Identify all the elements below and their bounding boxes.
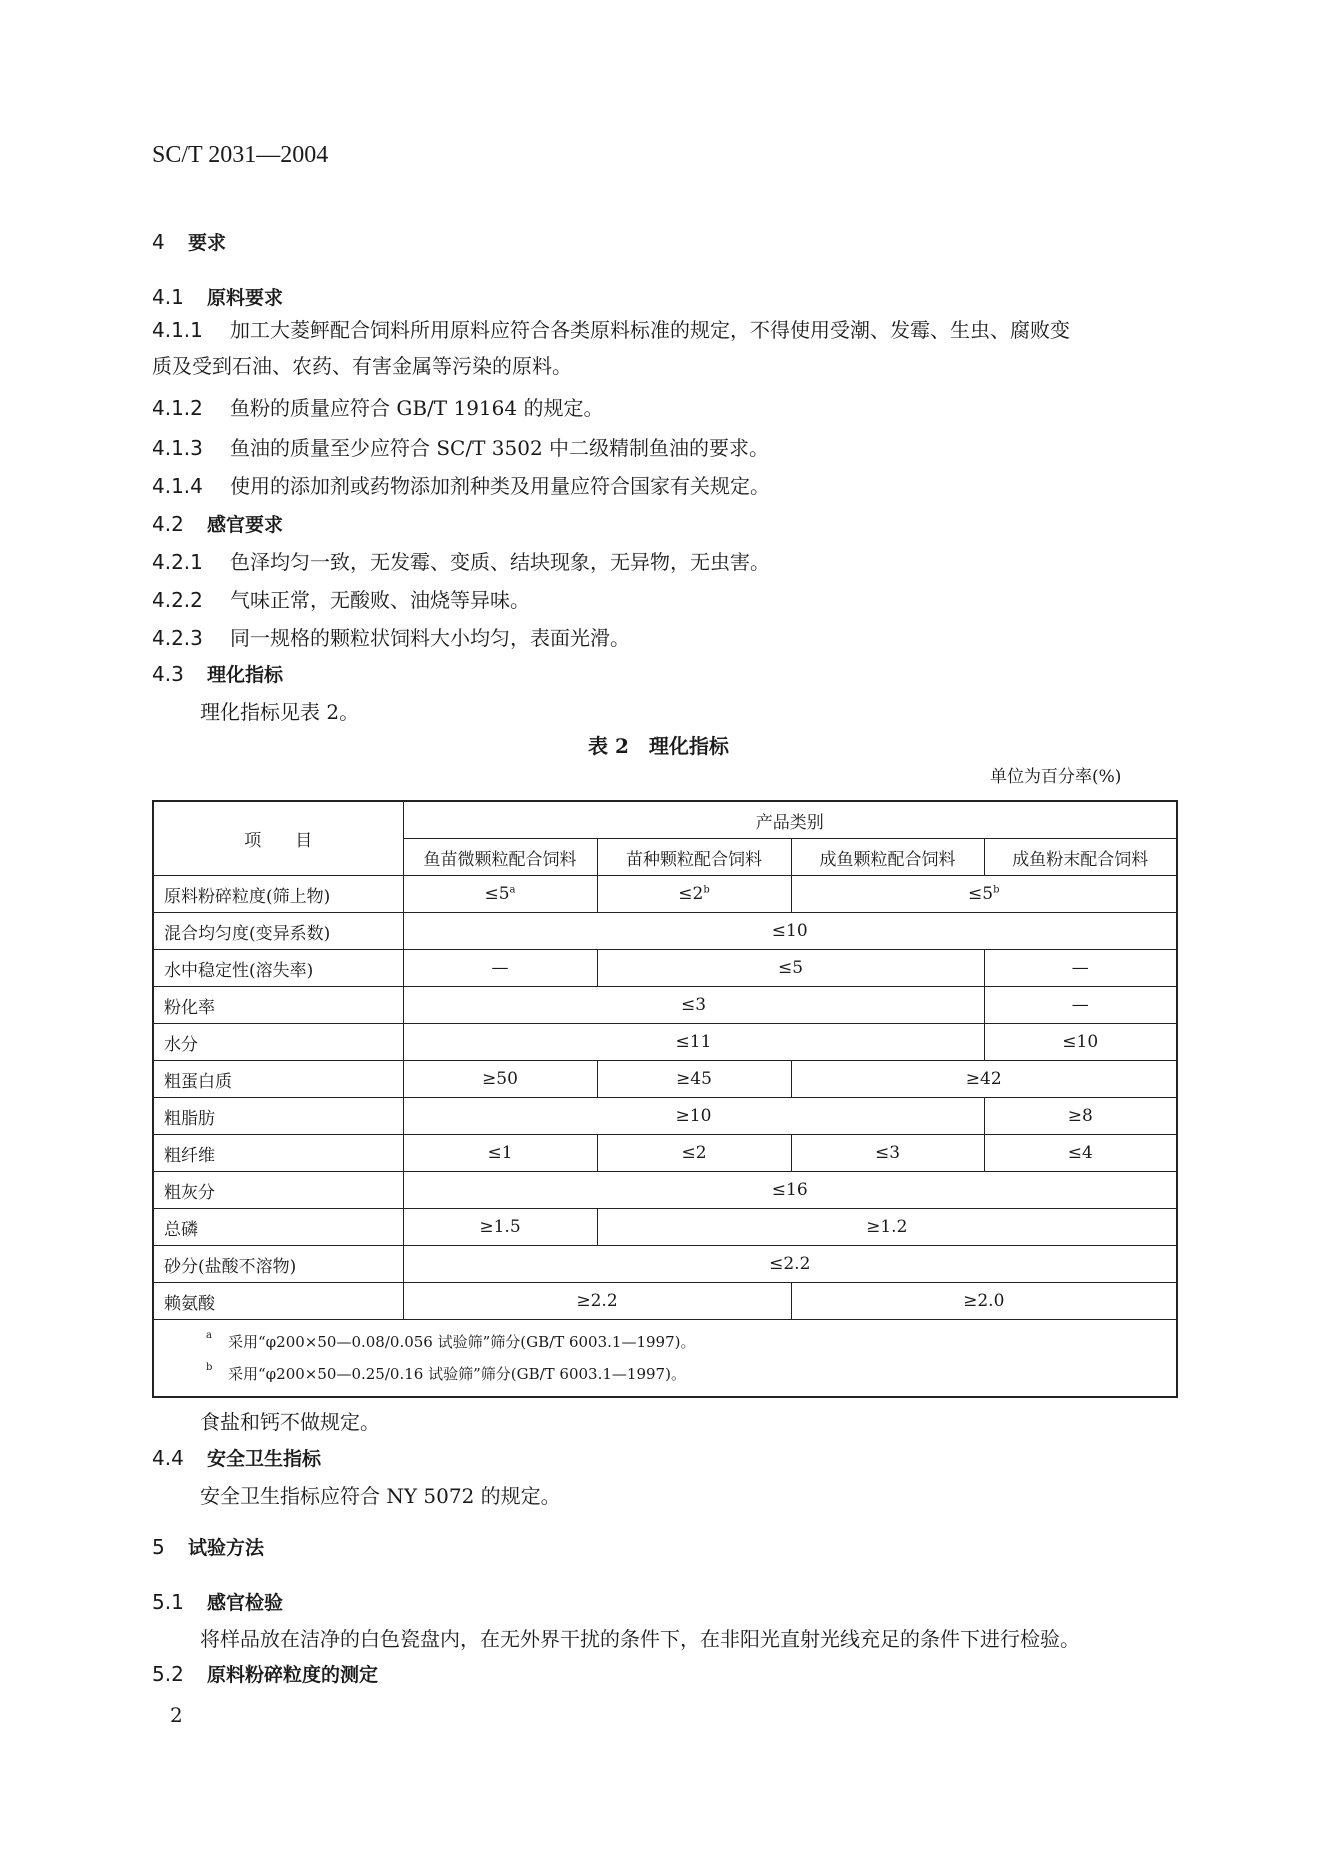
standard-code: SC/T 2031—2004 (152, 142, 329, 168)
section-title: 要求 (188, 232, 227, 254)
row-label: 砂分(盐酸不溶物) (153, 1246, 403, 1283)
table-row (153, 1061, 1177, 1098)
clause-text: 色泽均匀一致，无发霉、变质、结块现象，无异物，无虫害。 (230, 550, 770, 574)
section-4-3-text: 理化指标见表 2。 (200, 700, 360, 724)
footnote-mark: b (206, 1362, 213, 1373)
table-cell: — (984, 950, 1177, 987)
table-cell: ≤10 (984, 1024, 1177, 1061)
row-label: 混合均匀度(变异系数) (153, 913, 403, 950)
clause-text: 加工大菱鲆配合饲料所用原料应符合各类原料标准的规定，不得使用受潮、发霉、生虫、腐败变 (230, 318, 1070, 342)
header-item: 项 目 (153, 801, 403, 876)
section-title: 试验方法 (188, 1537, 265, 1559)
table-cell: ≥1.2 (597, 1209, 1177, 1246)
clause-4-1-4 (152, 470, 770, 499)
table-row (153, 950, 1177, 987)
cell-value: ≤5 (484, 884, 510, 904)
row-label: 粉化率 (153, 987, 403, 1024)
row-label: 粗灰分 (153, 1172, 403, 1209)
clause-number: 4.1.1 (152, 318, 203, 342)
section-number: 4.3 (152, 662, 184, 686)
section-number: 5.1 (152, 1590, 184, 1614)
clause-4-1-1 (152, 314, 1070, 343)
row-label: 粗蛋白质 (153, 1061, 403, 1098)
table-row (153, 1246, 1177, 1283)
clause-number: 4.2.1 (152, 550, 203, 574)
header-col-2: 苗种颗粒配合饲料 (597, 839, 791, 876)
footnote-mark: a (206, 1330, 212, 1341)
clause-4-2-1 (152, 546, 770, 575)
section-5-1-text: 将样品放在洁净的白色瓷盘内，在无外界干扰的条件下，在非阳光直射光线充足的条件下进行检验。 (200, 1627, 1080, 1651)
table-cell: ≤3 (791, 1135, 984, 1172)
table-cell: ≤2 (597, 1135, 791, 1172)
page-number: 2 (170, 1703, 183, 1727)
table-row (153, 1135, 1177, 1172)
table-footnotes (153, 1320, 1177, 1398)
table-row (153, 1209, 1177, 1246)
section-number: 4.4 (152, 1446, 184, 1470)
table-cell: ≥2.0 (791, 1283, 1177, 1320)
table-header-row (153, 801, 1177, 839)
section-title: 感官要求 (207, 514, 284, 536)
clause-text: 气味正常，无酸败、油烧等异味。 (230, 588, 530, 612)
clause-text: 鱼油的质量至少应符合 SC/T 3502 中二级精制鱼油的要求。 (230, 436, 770, 460)
table-row (153, 913, 1177, 950)
clause-text: 使用的添加剂或药物添加剂种类及用量应符合国家有关规定。 (230, 474, 770, 498)
table-row (153, 1172, 1177, 1209)
table-cell: ≥2.2 (403, 1283, 791, 1320)
table-cell: ≤11 (403, 1024, 984, 1061)
clause-4-2-3 (152, 622, 630, 651)
section-title: 原料要求 (207, 287, 284, 309)
table-row (153, 1283, 1177, 1320)
table-row (153, 876, 1177, 913)
section-number: 4.1 (152, 285, 184, 309)
section-5-1-heading (152, 1588, 283, 1615)
section-title: 原料粉碎粒度的测定 (207, 1664, 379, 1686)
clause-4-1-2 (152, 392, 603, 421)
footnote-ref: a (509, 884, 516, 896)
table-row (153, 987, 1177, 1024)
row-label: 水分 (153, 1024, 403, 1061)
section-5-2-heading (152, 1660, 378, 1687)
header-col-1: 鱼苗微颗粒配合饲料 (403, 839, 597, 876)
table-cell: ≥1.5 (403, 1209, 597, 1246)
table-cell: ≤4 (984, 1135, 1177, 1172)
footnote-text: 采用“φ200×50—0.08/0.056 试验筛”筛分(GB/T 6003.1—1997)。 (228, 1333, 696, 1351)
section-number: 5 (152, 1535, 165, 1559)
section-4-4-heading (152, 1444, 321, 1471)
table-cell: ≥45 (597, 1061, 791, 1098)
table-cell: ≤1 (403, 1135, 597, 1172)
table-cell: ≥8 (984, 1098, 1177, 1135)
table-cell: ≤2.2 (403, 1246, 1177, 1283)
table-unit: 单位为百分率(%) (990, 767, 1122, 787)
clause-number: 4.2.2 (152, 588, 203, 612)
table-cell: — (403, 950, 597, 987)
row-label: 原料粉碎粒度(筛上物) (153, 876, 403, 913)
section-4-1-heading (152, 283, 283, 310)
header-product-category: 产品类别 (403, 801, 1177, 839)
row-label: 赖氨酸 (153, 1283, 403, 1320)
table-cell: ≥10 (403, 1098, 984, 1135)
clause-4-1-1-cont: 质及受到石油、农药、有害金属等污染的原料。 (152, 354, 572, 378)
clause-number: 4.2.3 (152, 626, 203, 650)
table-cell: — (984, 987, 1177, 1024)
table-cell: ≤5 (597, 950, 984, 987)
section-title: 理化指标 (207, 664, 284, 686)
cell-value: ≤2 (678, 884, 704, 904)
spec-table (152, 800, 1178, 1398)
section-number: 5.2 (152, 1662, 184, 1686)
clause-text: 鱼粉的质量应符合 GB/T 19164 的规定。 (230, 396, 604, 420)
table-cell (791, 876, 1177, 913)
clause-text: 同一规格的颗粒状饲料大小均匀，表面光滑。 (230, 626, 630, 650)
clause-4-2-2 (152, 584, 530, 613)
row-label: 水中稳定性(溶失率) (153, 950, 403, 987)
section-title: 感官检验 (207, 1592, 284, 1614)
section-4-4-text: 安全卫生指标应符合 NY 5072 的规定。 (200, 1484, 561, 1508)
section-4-heading (152, 228, 226, 255)
table-cell: ≤16 (403, 1172, 1177, 1209)
table-row (153, 1024, 1177, 1061)
table-cell (403, 876, 597, 913)
table-row (153, 1098, 1177, 1135)
table-cell (597, 876, 791, 913)
section-4-2-heading (152, 510, 283, 537)
after-table-note: 食盐和钙不做规定。 (200, 1410, 380, 1434)
table-cell: ≤3 (403, 987, 984, 1024)
table-cell: ≤10 (403, 913, 1177, 950)
table-caption: 表 2 理化指标 (588, 734, 729, 758)
header-col-3: 成鱼颗粒配合饲料 (791, 839, 984, 876)
row-label: 粗脂肪 (153, 1098, 403, 1135)
section-5-heading (152, 1533, 264, 1560)
clause-4-1-3 (152, 432, 769, 461)
section-title: 安全卫生指标 (207, 1448, 322, 1470)
table-cell: ≥42 (791, 1061, 1177, 1098)
section-number: 4.2 (152, 512, 184, 536)
clause-number: 4.1.2 (152, 396, 203, 420)
section-number: 4 (152, 230, 165, 254)
footnote-a (206, 1326, 1176, 1358)
footnote-ref: b (993, 884, 1000, 896)
footnote-b (206, 1358, 1176, 1390)
header-col-4: 成鱼粉末配合饲料 (984, 839, 1177, 876)
table-cell: ≥50 (403, 1061, 597, 1098)
clause-number: 4.1.3 (152, 436, 203, 460)
cell-value: ≤5 (968, 884, 994, 904)
clause-number: 4.1.4 (152, 474, 203, 498)
row-label: 粗纤维 (153, 1135, 403, 1172)
row-label: 总磷 (153, 1209, 403, 1246)
table-notes-row (153, 1320, 1177, 1398)
footnote-ref: b (703, 884, 710, 896)
section-4-3-heading (152, 660, 283, 687)
footnote-text: 采用“φ200×50—0.25/0.16 试验筛”筛分(GB/T 6003.1—1997)。 (228, 1365, 686, 1383)
